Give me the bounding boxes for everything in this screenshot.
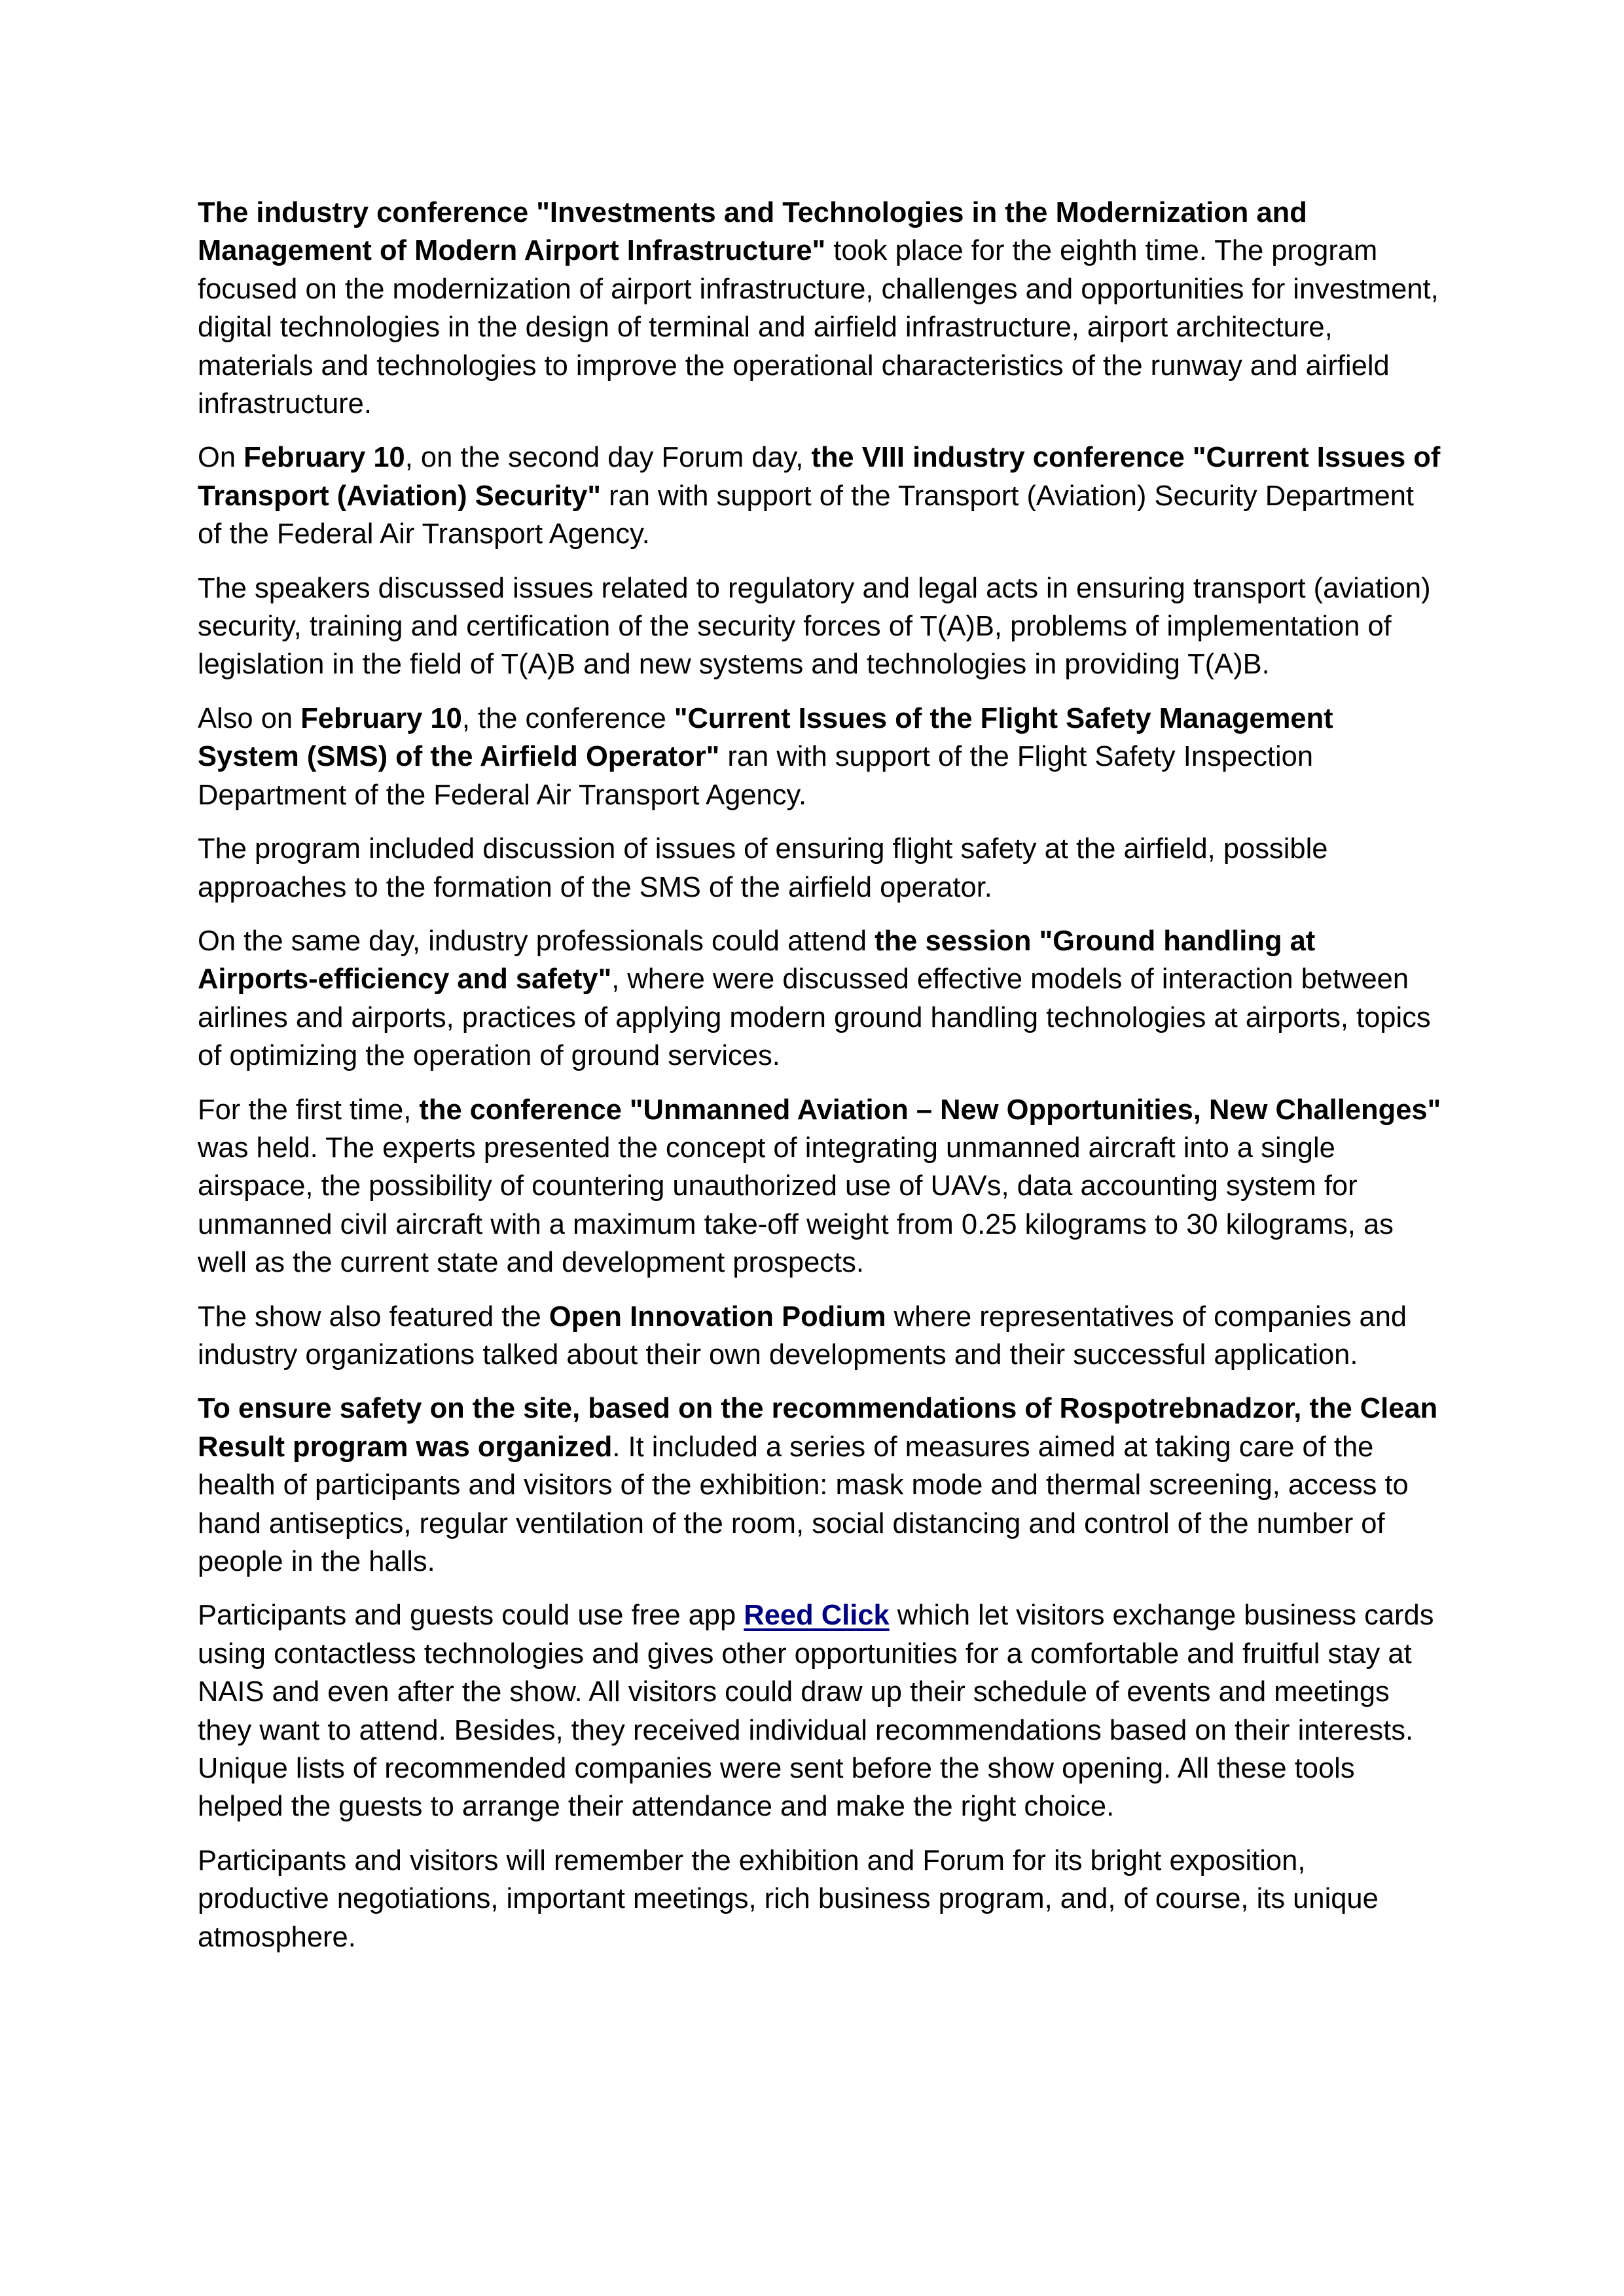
bold-text: The industry conference "Investments and Technologies in the Modernization and Management of Modern Airport Infrastructure" xyxy=(198,197,1307,267)
body-text: The program included discussion of issues of ensuring flight safety at the airfield, possible approaches to the formation of the SMS of the airfield operator. xyxy=(198,833,1328,903)
body-text: , on the second day Forum day, xyxy=(405,442,812,474)
body-text: Participants and visitors will remember the exhibition and Forum for its bright exposition, productive negotiations, important meetings, rich business program, and, of course, its unique atmosphere. xyxy=(198,1844,1379,1953)
body-text: The speakers discussed issues related to regulatory and legal acts in ensuring transport (aviation) security, training and certification of the security forces of T(A)B, problems of implementation of legislation in the field of T(A)B and new systems and technologies in providing T(A)B. xyxy=(198,572,1431,681)
body-text: . It included a series of measures aimed at taking care of the health of participants and visitors of the exhibition: mask mode and thermal screening, access to hand antiseptics, regular ventilation of the room, social distancing and control of the number of people in the halls. xyxy=(198,1431,1409,1577)
paragraph-closing xyxy=(198,1842,1441,1956)
paragraph-flight-safety-conference xyxy=(198,700,1441,814)
body-text: ran with support of the Flight Safety Inspection Department of the Federal Air Transport Agency. xyxy=(198,741,1314,811)
body-text: where representatives of companies and industry organizations talked about their own developments and their successful application. xyxy=(198,1300,1407,1371)
paragraph-reed-click-app xyxy=(198,1596,1441,1825)
body-text: On the same day, industry professionals could attend xyxy=(198,925,875,957)
body-text: Participants and guests could use free app xyxy=(198,1600,744,1632)
date-text: February 10 xyxy=(244,442,405,474)
body-text: which let visitors exchange business cards using contactless technologies and gives other opportunities for a comfortable and fruitful stay at NAIS and even after the show. All visitors could draw up their schedule of events and meetings they want to attend. Besides, they received individual recommendations based on their interests. Unique lists of recommended companies were sent before the show opening. All these tools helped the guests to arrange their attendance and make the right choice. xyxy=(198,1600,1434,1823)
body-text: ran with support of the Transport (Aviation) Security Department of the Federal Air Transport Agency. xyxy=(198,480,1414,550)
bold-text: the VIII industry conference "Current Issues of Transport (Aviation) Security" xyxy=(198,442,1441,512)
body-text: On xyxy=(198,442,244,474)
body-text: , where were discussed effective models of interaction between airlines and airports, practices of applying modern ground handling technologies at airports, topics of optimizing the operation of ground services. xyxy=(198,963,1431,1072)
paragraph-sms-program xyxy=(198,830,1441,906)
reed-click-link[interactable]: Reed Click xyxy=(744,1600,890,1632)
paragraph-open-innovation-podium xyxy=(198,1298,1441,1374)
body-text: was held. The experts presented the concept of integrating unmanned aircraft into a single airspace, the possibility of countering unauthorized use of UAVs, data accounting system for unmanned civil aircraft with a maximum take-off weight from 0.25 kilograms to 30 kilograms, as well as the current state and development prospects. xyxy=(198,1132,1394,1279)
body-text: , the conference xyxy=(461,702,674,734)
body-text: took place for the eighth time. The program focused on the modernization of airport infrastructure, challenges and opportunities for investment, digital technologies in the design of terminal and airfield infrastructure, airport architecture, materials and technologies to improve the operational characteristics of the runway and airfield infrastructure. xyxy=(198,235,1439,420)
bold-text: Open Innovation Podium xyxy=(549,1300,886,1333)
bold-text: To ensure safety on the site, based on the recommendations of Rospotrebnadzor, the Clean Result program was organized xyxy=(198,1393,1438,1463)
paragraph-unmanned-aviation-conference xyxy=(198,1091,1441,1282)
paragraph-airport-infrastructure-conference xyxy=(198,194,1441,423)
bold-text: "Current Issues of the Flight Safety Management System (SMS) of the Airfield Operator" xyxy=(198,702,1333,773)
date-text: February 10 xyxy=(300,702,462,734)
bold-text: the session "Ground handling at Airports-efficiency and safety" xyxy=(198,925,1316,996)
paragraph-aviation-security-conference xyxy=(198,439,1441,553)
body-text: For the first time, xyxy=(198,1094,420,1126)
body-text: Also on xyxy=(198,702,301,734)
document-page xyxy=(198,194,1441,1972)
body-text: The show also featured the xyxy=(198,1300,549,1333)
paragraph-clean-result-program xyxy=(198,1390,1441,1581)
paragraph-ground-handling-session xyxy=(198,922,1441,1075)
bold-text: the conference "Unmanned Aviation – New Opportunities, New Challenges" xyxy=(419,1094,1441,1126)
paragraph-speakers-discussion xyxy=(198,569,1441,684)
